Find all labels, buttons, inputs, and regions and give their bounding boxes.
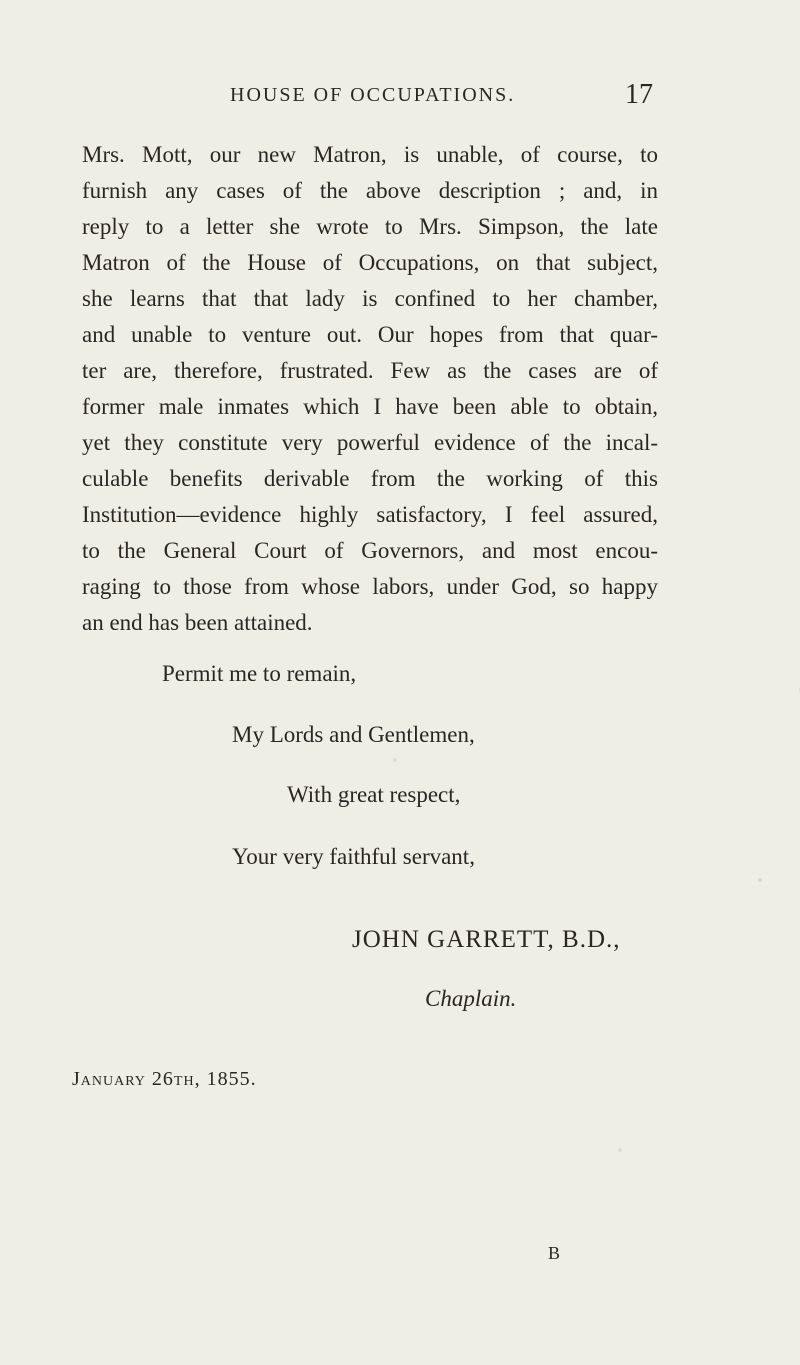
text-line: Mrs. Mott, our new Matron, is unable, of course, to <box>82 142 658 167</box>
text-line: former male inmates which I have been able to obtain, <box>82 394 658 419</box>
text-line: furnish any cases of the above description ; and, in <box>82 178 658 203</box>
closing-line-permit: Permit me to remain, <box>162 661 357 686</box>
page-number: 17 <box>625 79 653 110</box>
text-line: she learns that that lady is confined to her chamber, <box>82 286 658 311</box>
signatory-name: JOHN GARRETT, B.D., <box>352 926 621 953</box>
text-line: an end has been attained. <box>82 610 313 635</box>
closing-line-respect: With great respect, <box>287 782 461 807</box>
letter-date: January 26th, 1855. <box>72 1068 257 1090</box>
text-line: Matron of the House of Occupations, on that subject, <box>82 250 658 275</box>
closing-line-servant: Your very faithful servant, <box>232 844 475 869</box>
printer-signature-mark: B <box>548 1243 561 1263</box>
text-line: and unable to venture out. Our hopes from that quar- <box>82 322 658 347</box>
running-head <box>0 79 800 114</box>
foxing-spot <box>618 1148 622 1152</box>
closing-line-salutation: My Lords and Gentlemen, <box>232 722 475 747</box>
text-line: Institution—evidence highly satisfactory, I feel assured, <box>82 502 658 527</box>
body-paragraph <box>82 137 658 641</box>
text-line: reply to a letter she wrote to Mrs. Simpson, the late <box>82 214 658 239</box>
signatory-role: Chaplain. <box>425 986 517 1011</box>
text-line: raging to those from whose labors, under God, so happy <box>82 574 658 599</box>
foxing-spot <box>393 758 397 762</box>
foxing-spot <box>758 878 762 882</box>
text-line: ter are, therefore, frustrated. Few as the cases are of <box>82 358 658 383</box>
running-title: HOUSE OF OCCUPATIONS. <box>230 84 516 106</box>
text-line: culable benefits derivable from the working of this <box>82 466 658 491</box>
text-line: to the General Court of Governors, and most encou- <box>82 538 658 563</box>
text-line: yet they constitute very powerful evidence of the incal- <box>82 430 658 455</box>
